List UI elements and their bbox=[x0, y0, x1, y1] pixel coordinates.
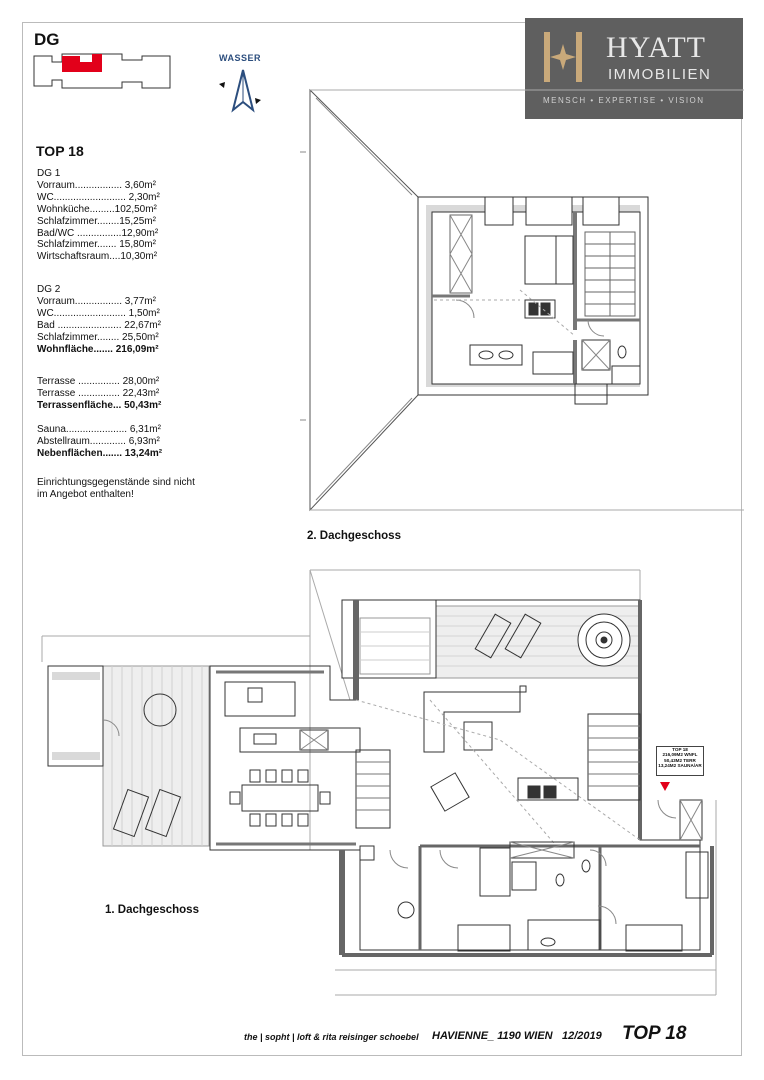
unit-tag-secondary: 13,24M2 SAUNA/AR bbox=[658, 763, 702, 769]
furniture-note: Einrichtungsgegenstände sind nicht im Angebot enthalten! bbox=[37, 477, 195, 500]
lower-floor-plan bbox=[42, 570, 716, 995]
area-row: WC.......................... 2,30m² bbox=[37, 191, 160, 203]
area-row: Abstellraum............. 6,93m² bbox=[37, 435, 160, 447]
area-row: Schlafzimmer........15,25m² bbox=[37, 215, 156, 227]
area-row: Wohnküche.........102,50m² bbox=[37, 203, 157, 215]
unit-tag-living: 216,09M2 WNFL bbox=[662, 752, 698, 758]
unit-footer-title: TOP 18 bbox=[622, 1023, 687, 1044]
upper-floor-label: 2. Dachgeschoss bbox=[307, 530, 401, 542]
area-row: Schlafzimmer....... 15,80m² bbox=[37, 239, 156, 251]
area-row: Bad/WC ................12,90m² bbox=[37, 227, 159, 239]
plan-date: 12/2019 bbox=[562, 1030, 602, 1042]
unit-tag bbox=[656, 746, 704, 776]
unit-tag-title: TOP 18 bbox=[672, 747, 688, 752]
dg2-heading: DG 2 bbox=[37, 284, 61, 295]
area-row: Vorraum................. 3,77m² bbox=[37, 295, 156, 307]
unit-tag-terrace: 50,43M2 TERR bbox=[664, 757, 696, 763]
area-row: Bad ....................... 22,67m² bbox=[37, 319, 161, 331]
secondary-area-total: Nebenflächen....... 13,24m² bbox=[37, 447, 163, 459]
floor-code: DG bbox=[34, 30, 60, 49]
area-row: Vorraum................. 3,60m² bbox=[37, 179, 156, 191]
dg1-heading: DG 1 bbox=[37, 168, 61, 179]
lower-floor-label: 1. Dachgeschoss bbox=[105, 904, 199, 916]
unit-title: TOP 18 bbox=[36, 143, 84, 159]
logo-tagline: MENSCH • EXPERTISE • VISION bbox=[543, 96, 705, 105]
area-row: WC.......................... 1,50m² bbox=[37, 307, 160, 319]
unit-marker-icon bbox=[660, 782, 670, 791]
architect-credit: the | sopht | loft & rita reisinger schoebel bbox=[244, 1032, 419, 1042]
upper-floor-plan bbox=[300, 90, 744, 510]
area-row: Sauna...................... 6,31m² bbox=[37, 424, 161, 435]
area-row: Wirtschaftsraum....10,30m² bbox=[37, 251, 158, 263]
project-name: HAVIENNE_ 1190 WIEN bbox=[432, 1030, 553, 1042]
area-row: Terrasse ............... 22,43m² bbox=[37, 387, 160, 399]
terrace-area-total: Terrassenfläche... 50,43m² bbox=[37, 399, 162, 411]
north-label: WASSER bbox=[219, 53, 262, 63]
area-row: Schlafzimmer........ 25,50m² bbox=[37, 331, 159, 343]
logo-subtitle: IMMOBILIEN bbox=[608, 66, 712, 83]
logo-word: HYATT bbox=[606, 31, 706, 64]
area-row: Terrasse ............... 28,00m² bbox=[37, 376, 160, 387]
living-area-total: Wohnfläche....... 216,09m² bbox=[37, 343, 159, 355]
